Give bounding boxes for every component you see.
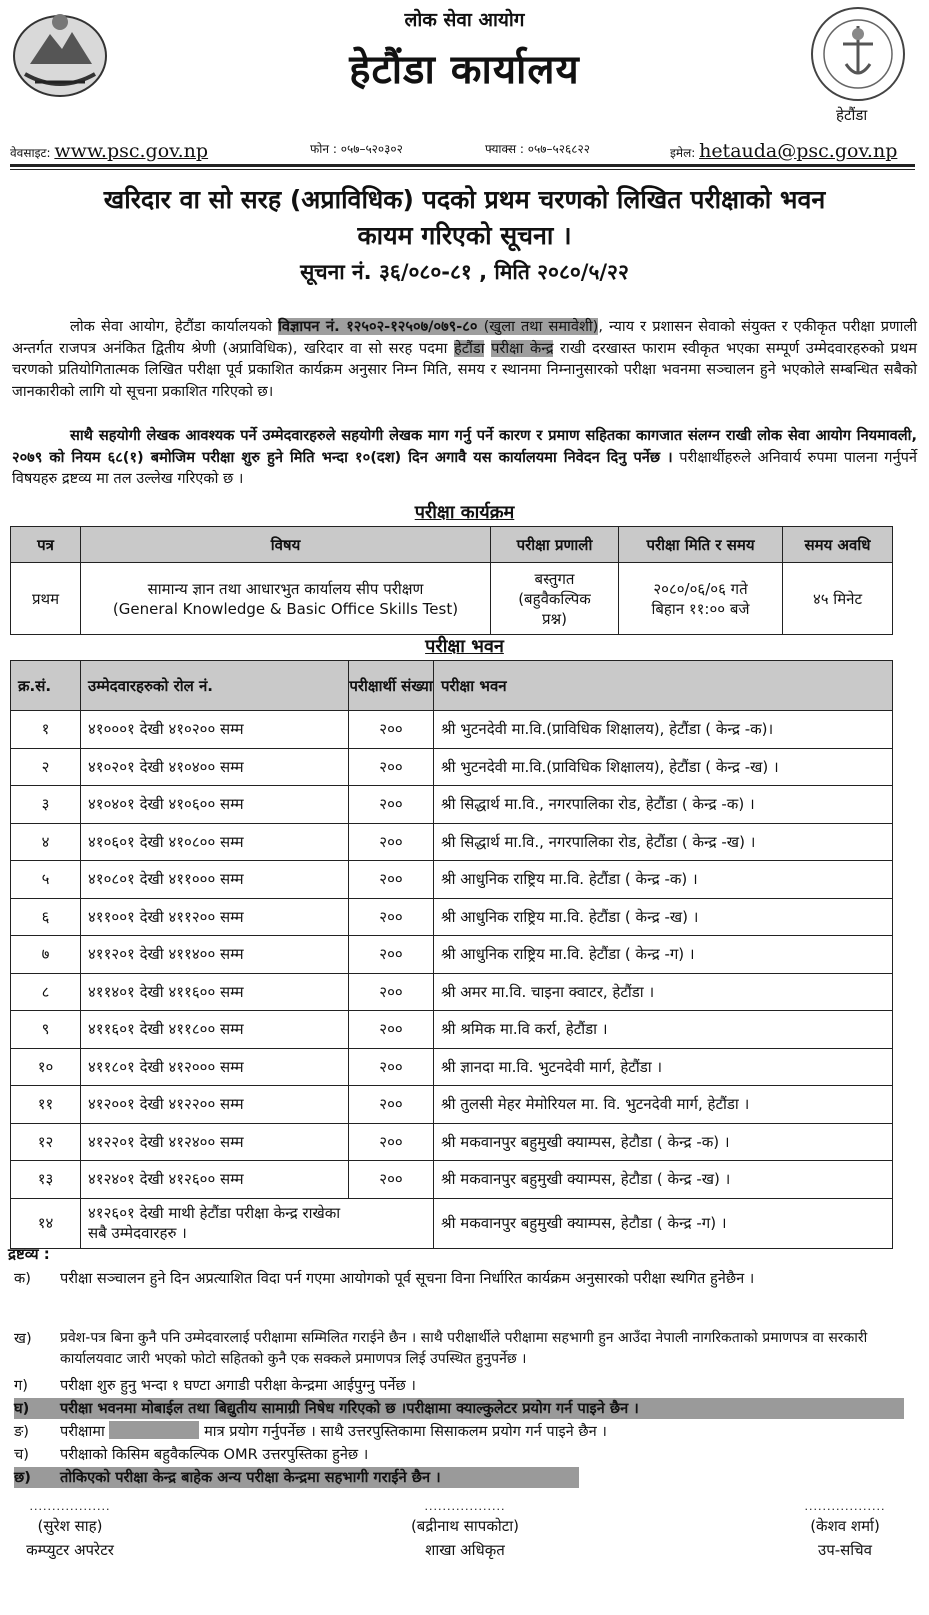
notice-number: सूचना नं. ३६/०८०-८१ , मिति २०८०/५/२२ [300,260,629,284]
note-text [60,1421,904,1442]
venue-cell: श्री सिद्धार्थ मा.वि., नगरपालिका रोड, हेटौंडा ( केन्द्र -ख) । [434,823,893,861]
note-label: क) [14,1270,31,1287]
highlight-hetauda: हेटौंडा [454,339,485,357]
signature-block [380,1500,550,1562]
seal-caption: हेटौंडा [836,106,868,124]
serial-cell: ६ [11,898,81,936]
note-label: च) [14,1446,29,1463]
table-row [11,973,893,1011]
serial-cell: ९ [11,1011,81,1049]
date-time-cell [619,563,783,635]
candidate-count-cell: २०० [349,1011,434,1049]
schedule-title: परीक्षा कार्यक्रम [414,502,515,523]
candidate-count-cell: २०० [349,786,434,824]
commission-name: लोक सेवा आयोग [404,9,525,31]
schedule-row [11,563,893,635]
note-text: परीक्षाको किसिम बहुवैकल्पिक OMR उत्तरपुस्तिका हुनेछ । [60,1446,369,1463]
email [670,140,897,162]
roll-range-line-2: सबै उम्मेदवारहरु । [88,1224,187,1242]
note-label: ङ) [14,1423,29,1440]
system-line-2: (बहुवैकल्पिक [518,589,591,608]
candidate-count-cell: २०० [349,1123,434,1161]
exam-time: बिहान ११:०० बजे [651,599,750,618]
header-subject: विषय [81,527,491,563]
note-text: परीक्षा सञ्चालन हुने दिन अप्रत्याशित विदा पर्न गएमा आयोगको पूर्व सूचना विना निर्धारित कार्यक्रम अनुसारको परीक्षा स्थगित हुनेछैन । [60,1270,755,1287]
website-link[interactable]: www.psc.gov.np [54,140,209,162]
venue-title: परीक्षा भवन [425,636,504,657]
fax [485,140,590,157]
venue-cell: श्री मकवानपुर बहुमुखी क्याम्पस, हेटौडा ( केन्द्र -ग) । [434,1198,893,1248]
schedule-header-row [11,527,893,563]
intro-paragraph [12,316,917,402]
serial-cell: ११ [11,1086,81,1124]
note-item-highlighted [14,1467,579,1488]
note-label: घ) [14,1400,30,1417]
table-row [11,1123,893,1161]
serial-cell: १४ [11,1198,81,1248]
writer-text-bold: साथै सहयोगी लेखक आवश्यक पर्ने उम्मेदवारहरुले सहयोगी लेखक माग गर्नु पर्ने कारण र प्रमाण सहितका कागजात संलग्न राखी लोक सेवा आयोग नियमावली, २०७९ को नियम ६८(१) बमोजिम परीक्षा शुरु हुने मिति भन्दा १०(दश) दिन अगावै यस कार्यालयमा निवेदन दिनु पर्नेछ । [12,427,917,466]
schedule-table [10,526,893,635]
venue-rows [11,711,893,1199]
venue-cell: श्री मकवानपुर बहुमुखी क्याम्पस, हेटौडा ( केन्द्र -ख) । [434,1161,893,1199]
candidate-count-cell: २०० [349,898,434,936]
subject-english: (General Knowledge & Basic Office Skills Test) [112,599,459,618]
signature-block [10,1500,130,1562]
candidate-count-cell: २०० [349,861,434,899]
header-date-time: परीक्षा मिति र समय [619,527,783,563]
roll-range-cell: ४१०००१ देखी ४१०२०० सम्म [81,711,349,749]
header-candidate-count: परीक्षार्थी संख्या [349,661,434,711]
roll-range-cell: ४११२०१ देखी ४११४०० सम्म [81,936,349,974]
venue-cell: श्री आधुनिक राष्ट्रिय मा.वि. हेटौंडा ( केन्द्र -ग) । [434,936,893,974]
signatory-name: (सुरेश साह) [37,1517,103,1535]
roll-range-cell: ४१२२०१ देखी ४१२४०० सम्म [81,1123,349,1161]
notice-title [20,182,909,254]
roll-range-cell: ४१०८०१ देखी ४११००० सम्म [81,861,349,899]
exam-date: २०८०/०६/०६ गते [653,579,748,598]
signature-line: .................. [29,1500,111,1513]
table-row [11,898,893,936]
note-label: ग) [14,1377,28,1394]
roll-range-cell: ४१२४०१ देखी ४१२६०० सम्म [81,1161,349,1199]
signature-line: .................. [424,1500,506,1513]
roll-range-cell: ४११४०१ देखी ४११६०० सम्म [81,973,349,1011]
candidate-count-cell: २०० [349,1048,434,1086]
venue-cell: श्री अमर मा.वि. चाइना क्वाटर, हेटौंडा । [434,973,893,1011]
venue-cell: श्री ज्ञानदा मा.वि. भुटनदेवी मार्ग, हेटौंडा । [434,1048,893,1086]
candidate-count-cell: २०० [349,936,434,974]
duration-cell: ४५ मिनेट [783,563,893,635]
serial-cell: १२ [11,1123,81,1161]
note-text-a: परीक्षामा [60,1423,105,1440]
table-row [11,1086,893,1124]
serial-cell: २ [11,748,81,786]
roll-range-cell: ४१२००१ देखी ४१२२०० सम्म [81,1086,349,1124]
table-row [11,936,893,974]
system-line-1: बस्तुगत [534,569,575,588]
notes-heading: द्रष्टव्य : [8,1245,50,1263]
venue-cell: श्री भुटनदेवी मा.वि.(प्राविधिक शिक्षालय), हेटौंडा ( केन्द्र -ख) । [434,748,893,786]
subject-cell [81,563,491,635]
signatory-title: शाखा अधिकृत [425,1541,505,1559]
serial-cell: १३ [11,1161,81,1199]
phone [310,140,403,157]
table-row [11,711,893,749]
fax-label: फ्याक्स : [485,142,524,156]
note-text: परीक्षा शुरु हुनु भन्दा १ घण्टा अगाडी परीक्षा केन्द्रमा आईपुग्नु पर्नेछ । [60,1377,416,1394]
venue-cell: श्री सिद्धार्थ मा.वि., नगरपालिका रोड, हेटौंडा ( केन्द्र -क) । [434,786,893,824]
header-divider-thick [10,164,915,167]
table-row [11,823,893,861]
roll-range-cell: ४११००१ देखी ४११२०० सम्म [81,898,349,936]
serial-cell: ३ [11,786,81,824]
roll-range-cell: ४१०६०१ देखी ४१०८०० सम्म [81,823,349,861]
website-label: वेवसाइट: [10,146,51,160]
venue-table [10,660,893,1249]
candidate-count-cell: २०० [349,748,434,786]
table-row [11,1198,893,1248]
header-paper: पत्र [11,527,81,563]
venue-cell: श्री भुटनदेवी मा.वि.(प्राविधिक शिक्षालय), हेटौंडा ( केन्द्र -क)। [434,711,893,749]
table-row [11,1011,893,1049]
letterhead [0,0,929,160]
note-label: छ) [14,1469,31,1486]
table-row [11,1161,893,1199]
signature-line: .................. [804,1500,886,1513]
table-row [11,861,893,899]
candidate-count-cell: २०० [349,1161,434,1199]
intro-text-a: लोक सेवा आयोग, हेटौंडा कार्यालयको [70,318,279,335]
header-divider-thin [10,169,915,170]
system-line-3: प्रश्न) [542,609,567,628]
candidate-count-cell: २०० [349,711,434,749]
commission-seal-icon [808,4,908,104]
venue-header-row [11,661,893,711]
signatory-title: कम्प्युटर अपरेटर [26,1541,114,1559]
note-text: परीक्षा भवनमा मोबाईल तथा बिद्युतीय सामाग्री निषेध गरिएको छ ।परीक्षामा क्याल्कुलेटर प्रयोग गर्न पाइने छैन । [60,1400,639,1417]
signatory-title: उप-सचिव [817,1541,873,1559]
candidate-count-cell: २०० [349,973,434,1011]
advertisement-type: (खुला तथा समावेशी) [477,318,599,335]
writer-paragraph [12,425,917,490]
subject-nepali: सामान्य ज्ञान तथा आधारभुत कार्यालय सीप परीक्षण [147,579,424,598]
phone-label: फोन : [310,142,337,156]
serial-cell: ४ [11,823,81,861]
venue-cell: श्री आधुनिक राष्ट्रिय मा.वि. हेटौंडा ( केन्द्र -क) । [434,861,893,899]
title-line-1: खरिदार वा सो सरह (अप्राविधिक) पदको प्रथम चरणको लिखित परीक्षाको भवन [103,185,826,214]
note-item-highlighted [14,1398,904,1419]
contact-row [10,136,915,162]
email-link[interactable]: hetauda@psc.gov.np [699,140,898,162]
serial-cell: ८ [11,973,81,1011]
header-exam-venue: परीक्षा भवन [434,661,893,711]
note-item [14,1268,904,1289]
serial-cell: १० [11,1048,81,1086]
roll-range-cell: ४१०४०१ देखी ४१०६०० सम्म [81,786,349,824]
venue-cell: श्री श्रमिक मा.वि कर्रा, हेटौंडा । [434,1011,893,1049]
header-exam-system: परीक्षा प्रणाली [491,527,619,563]
office-name: हेटौंडा कार्यालय [349,47,580,93]
signatory-name: (बद्रीनाथ सापकोटा) [410,1517,520,1535]
header-serial: क्र.सं. [11,661,81,711]
signature-block [785,1500,905,1562]
header-roll-number: उम्मेदवारहरुको रोल नं. [81,661,349,711]
note-text: तोकिएको परीक्षा केन्द्र बाहेक अन्य परीक्षा केन्द्रमा सहभागी गराईने छैन । [60,1469,441,1486]
roll-range-cell: ४११८०१ देखी ४१२००० सम्म [81,1048,349,1086]
note-label: ख) [14,1330,32,1347]
advertisement-number: विज्ञापन नं. १२५०२-१२५०७/०७९-८० [278,318,478,335]
table-row [11,786,893,824]
redacted-box [109,1421,199,1439]
email-label: इमेल: [670,146,696,160]
title-line-2: कायम गरिएको सूचना । [357,221,572,250]
fax-number: ०५७–५२६८२२ [527,142,590,156]
note-item [14,1375,904,1396]
website [10,140,208,162]
venue-cell: श्री तुलसी मेहर मेमोरियल मा. वि. भुटनदेवी मार्ग, हेटौंडा । [434,1086,893,1124]
venue-cell: श्री मकवानपुर बहुमुखी क्याम्पस, हेटौडा ( केन्द्र -क) । [434,1123,893,1161]
serial-cell: ७ [11,936,81,974]
header-duration: समय अवधि [783,527,893,563]
phone-number: ०५७–५२०३०२ [340,142,403,156]
serial-cell: ५ [11,861,81,899]
paper-cell: प्रथम [11,563,81,635]
roll-range-cell [81,1198,434,1248]
venue-cell: श्री आधुनिक राष्ट्रिय मा.वि. हेटौंडा ( केन्द्र -ख) । [434,898,893,936]
note-text: प्रवेश-पत्र बिना कुनै पनि उम्मेदवारलाई परीक्षामा सम्मिलित गराईने छैन । साथै परीक्षार्थीले परीक्षामा सहभागी हुन आउँदा नेपाली नागरिकताको प्रमाणपत्र वा सरकारी कार्यालयवाट जारी भएको फोटो सहितको कुनै एक सक्कले प्रमाणपत्र लिई उपस्थित हुनुपर्नेछ । [60,1330,868,1367]
highlight-exam-center: परीक्षा केन्द्र [491,339,554,357]
intro-text-d: , न्याय र प्रशासन सेवाको संयुक्त र एकीकृत परीक्षा प्रणाली अन्तर्गत राजपत्र अनंकित द्वितीय श्रेणी (अप्राविधिक), खरिदार वा सो सरह पदमा [12,318,918,357]
roll-range-cell: ४१०२०१ देखी ४१०४०० सम्म [81,748,349,786]
note-item [14,1328,904,1370]
roll-range-line-1: ४१२६०१ देखी माथी हेटौंडा परीक्षा केन्द्र राखेका [88,1204,341,1222]
table-row [11,748,893,786]
system-cell [491,563,619,635]
writer-text-normal: परीक्षार्थीहरुले अनिवार्य रुपमा पालना गर्नुपर्ने विषयहरु द्रष्टव्य मा तल उल्लेख गरिएको छ । [12,448,917,487]
note-item [14,1444,904,1465]
serial-cell: १ [11,711,81,749]
roll-range-cell: ४११६०१ देखी ४११८०० सम्म [81,1011,349,1049]
note-text-b: मात्र प्रयोग गर्नुपर्नेछ । साथै उत्तरपुस्तिकामा सिसाकलम प्रयोग गर्न पाइने छैन । [204,1423,607,1440]
intro-text-h: राखी दरखास्त फाराम स्वीकृत भएका सम्पूर्ण उम्मेदवारहरुको प्रथम चरणको प्रतियोगितात्मक लिखित परीक्षा पूर्व प्रकाशित कार्यक्रम अनुसार निम्न मिति, समय र स्थानमा निम्नानुसारको परीक्षा भवनमा सञ्चालन हुने भएकोले सम्बन्धित सबैको जानकारीको लागि यो सूचना प्रकाशित गरिएको छ। [12,339,917,400]
signatory-name: (केशव शर्मा) [810,1517,880,1535]
candidate-count-cell: २०० [349,1086,434,1124]
candidate-count-cell: २०० [349,823,434,861]
table-row [11,1048,893,1086]
note-item [14,1421,904,1442]
